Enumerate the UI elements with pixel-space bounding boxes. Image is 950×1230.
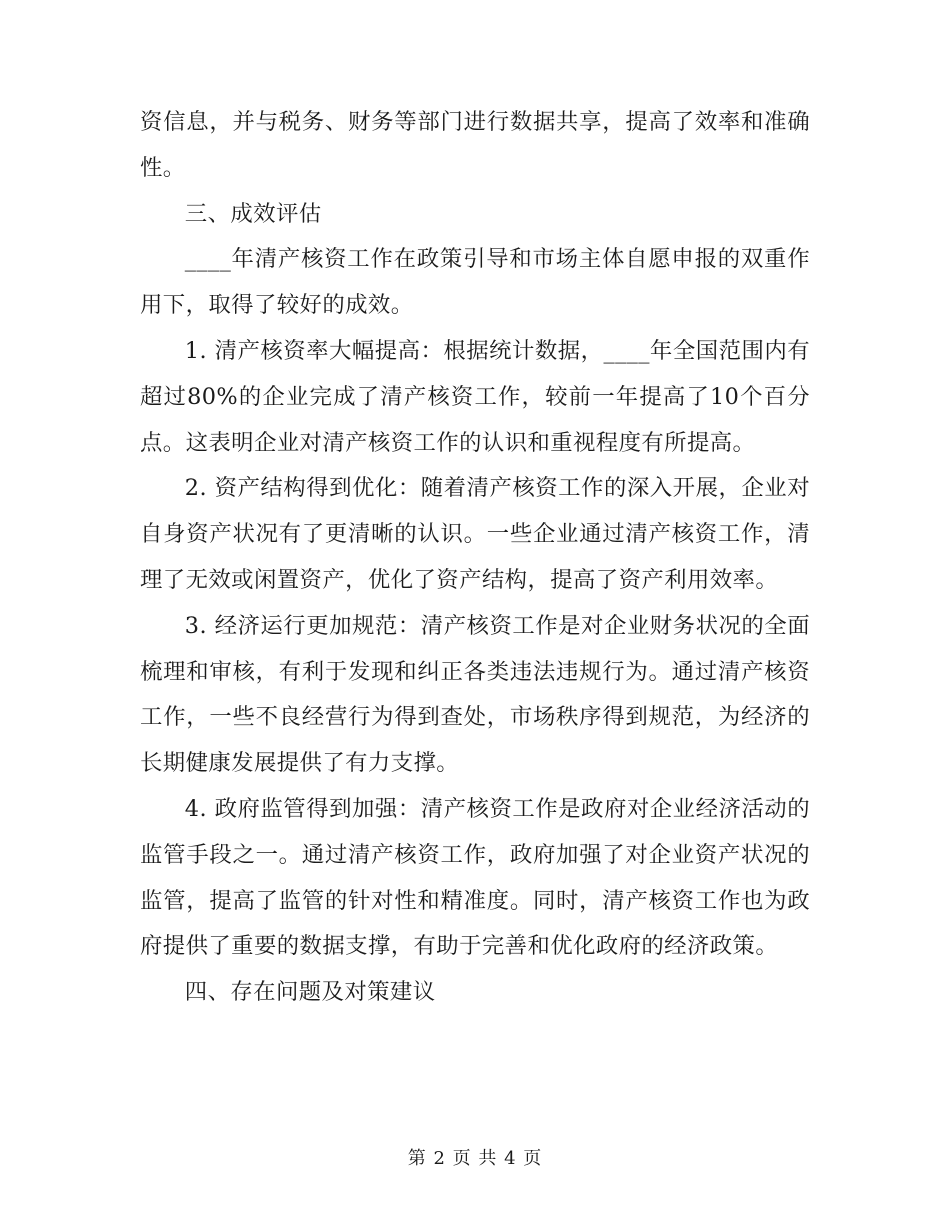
section-heading-3: 三、成效评估	[184, 200, 322, 227]
list-item-2: 2. 资产结构得到优化：随着清产核资工作的深入开展，企业对自身资产状况有了更清晰的认识。一些企业通过清产核资工作，清理了无效或闲置资产，优化了资产结构，提高了资产利用效率。	[140, 475, 810, 593]
page-number-footer: 第 2 页 共 4 页	[407, 1148, 543, 1169]
list-item-3: 3. 经济运行更加规范：清产核资工作是对企业财务状况的全面梳理和审核，有利于发现和纠正各类违法违规行为。通过清产核资工作，一些不良经营行为得到查处，市场秩序得到规范，为经济的长期健康发展提供了有力支撑。	[140, 612, 810, 777]
list-item-4: 4. 政府监管得到加强：清产核资工作是政府对企业经济活动的监管手段之一。通过清产核资工作，政府加强了对企业资产状况的监管，提高了监管的针对性和精准度。同时，清产核资工作也为政府提供了重要的数据支撑，有助于完善和优化政府的经济政策。	[140, 795, 810, 960]
section-heading-4: 四、存在问题及对策建议	[184, 979, 436, 1006]
continuation-paragraph: 资信息，并与税务、财务等部门进行数据共享，提高了效率和准确性。	[140, 109, 810, 181]
document-body	[140, 100, 810, 1016]
body-paragraph: ____年清产核资工作在政策引导和市场主体自愿申报的双重作用下，取得了较好的成效。	[140, 246, 810, 319]
list-item-1: 1. 清产核资率大幅提高：根据统计数据，____年全国范围内有超过80%的企业完成了清产核资工作，较前一年提高了10个百分点。这表明企业对清产核资工作的认识和重视程度有所提高。	[140, 337, 810, 456]
